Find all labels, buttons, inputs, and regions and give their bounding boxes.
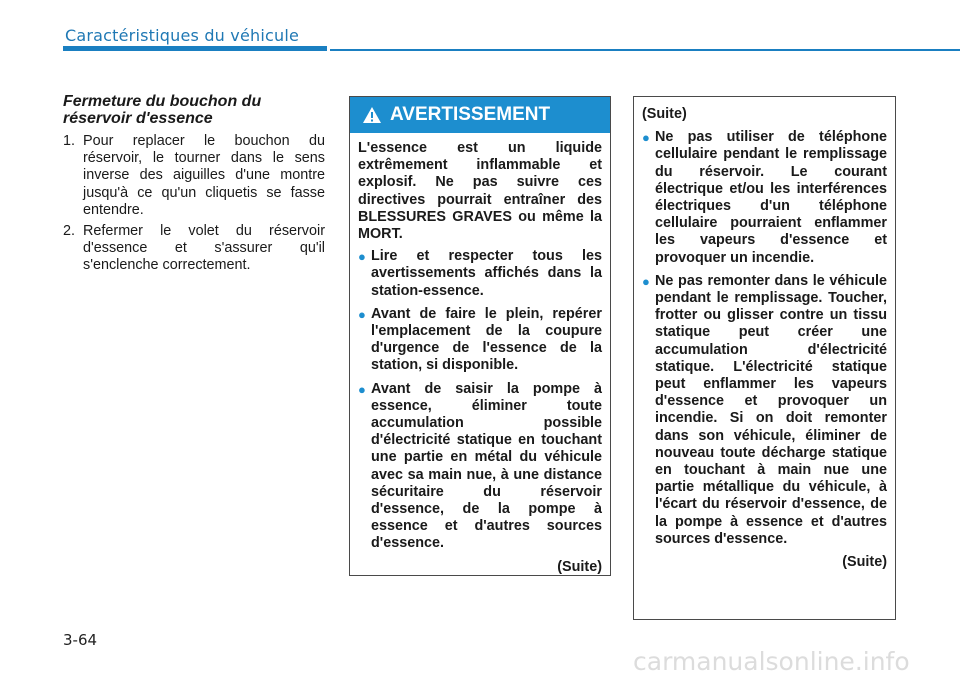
steps-list <box>63 133 325 275</box>
continued-heading: (Suite) <box>642 106 687 122</box>
list-item <box>358 381 602 553</box>
step-text: Refermer le volet du réservoir d'essence et s'assurer qu'il s'enclenche correctement. <box>83 223 325 274</box>
section-title: Caractéristiques du véhicule <box>65 26 300 45</box>
warning-intro: L'essence est un liquide extrêmement inflammable et explosif. Ne pas suivre ces directives pourrait entraîner des BLESSURES GRAVES ou même la MORT. <box>358 140 602 243</box>
step-item <box>63 133 325 219</box>
bullet-dot: ● <box>358 249 366 265</box>
continued-bullets <box>642 129 887 548</box>
bullet-text: Avant de faire le plein, repérer l'emplacement de la coupure d'urgence de l'essence de la station, si disponible. <box>371 305 602 374</box>
warning-header <box>350 97 610 133</box>
warning-title: AVERTISSEMENT <box>390 104 551 125</box>
step-text: Pour replacer le bouchon du réservoir, le tourner dans le sens inverse des aiguilles d'une montre jusqu'à ce qu'un cliquetis se fasse entendre. <box>83 133 325 218</box>
list-item <box>358 306 602 375</box>
list-item <box>642 273 887 548</box>
watermark: carmanualsonline.info <box>633 647 910 676</box>
step-number: 1. <box>63 133 76 149</box>
bullet-text: Lire et respecter tous les avertissements affichés dans la station-essence. <box>371 248 602 299</box>
list-item <box>358 248 602 300</box>
step-item <box>63 223 325 275</box>
bullet-text: Avant de saisir la pompe à essence, éliminer toute accumulation possible d'électricité statique en touchant une partie en métal du véhicule avec sa main nue, à une distance sécuritaire du réservoir d'essence, de la pompe à essence et d'autres sources d'essence. <box>371 380 602 552</box>
continued-label: (Suite) <box>557 558 602 575</box>
continued-label: (Suite) <box>842 554 887 571</box>
warning-triangle-icon <box>362 106 382 124</box>
warning-box <box>349 96 611 576</box>
page-number: 3-64 <box>63 631 98 649</box>
bullet-dot: ● <box>358 306 366 322</box>
step-number: 2. <box>63 223 76 240</box>
warning-bullets <box>358 248 602 552</box>
continued-box <box>633 96 896 620</box>
bullet-dot: ● <box>642 130 650 146</box>
header-rule-thin <box>330 49 960 51</box>
bullet-dot: ● <box>358 381 366 397</box>
bullet-dot: ● <box>642 273 650 289</box>
header-rule-thick <box>63 46 327 51</box>
bullet-text: Ne pas utiliser de téléphone cellulaire pendant le remplissage du réservoir. Le courant électrique et/ou les interférences électriques d'un téléphone cellulaire pourraient enflammer les vapeurs d'essence et provoquer un incendie. <box>655 129 887 266</box>
left-column <box>63 93 325 279</box>
continued-body <box>634 97 895 571</box>
warning-body <box>350 133 610 576</box>
subheading: Fermeture du bouchon du réservoir d'essence <box>63 93 262 127</box>
list-item <box>642 129 887 267</box>
bullet-text: Ne pas remonter dans le véhicule pendant le remplissage. Toucher, frotter ou glisser contre un tissu statique peut créer une accumulation d'électricité statique. L'électricité statique peut enflammer les vapeurs d'essence et provoquer un incendie. Si on doit remonter dans son véhicule, éliminer de nouveau toute décharge statique en touchant à main nue une partie métallique du véhicule, à l'écart du réservoir d'essence, de la pompe à essence et d'autres sources d'essence. <box>655 272 887 547</box>
